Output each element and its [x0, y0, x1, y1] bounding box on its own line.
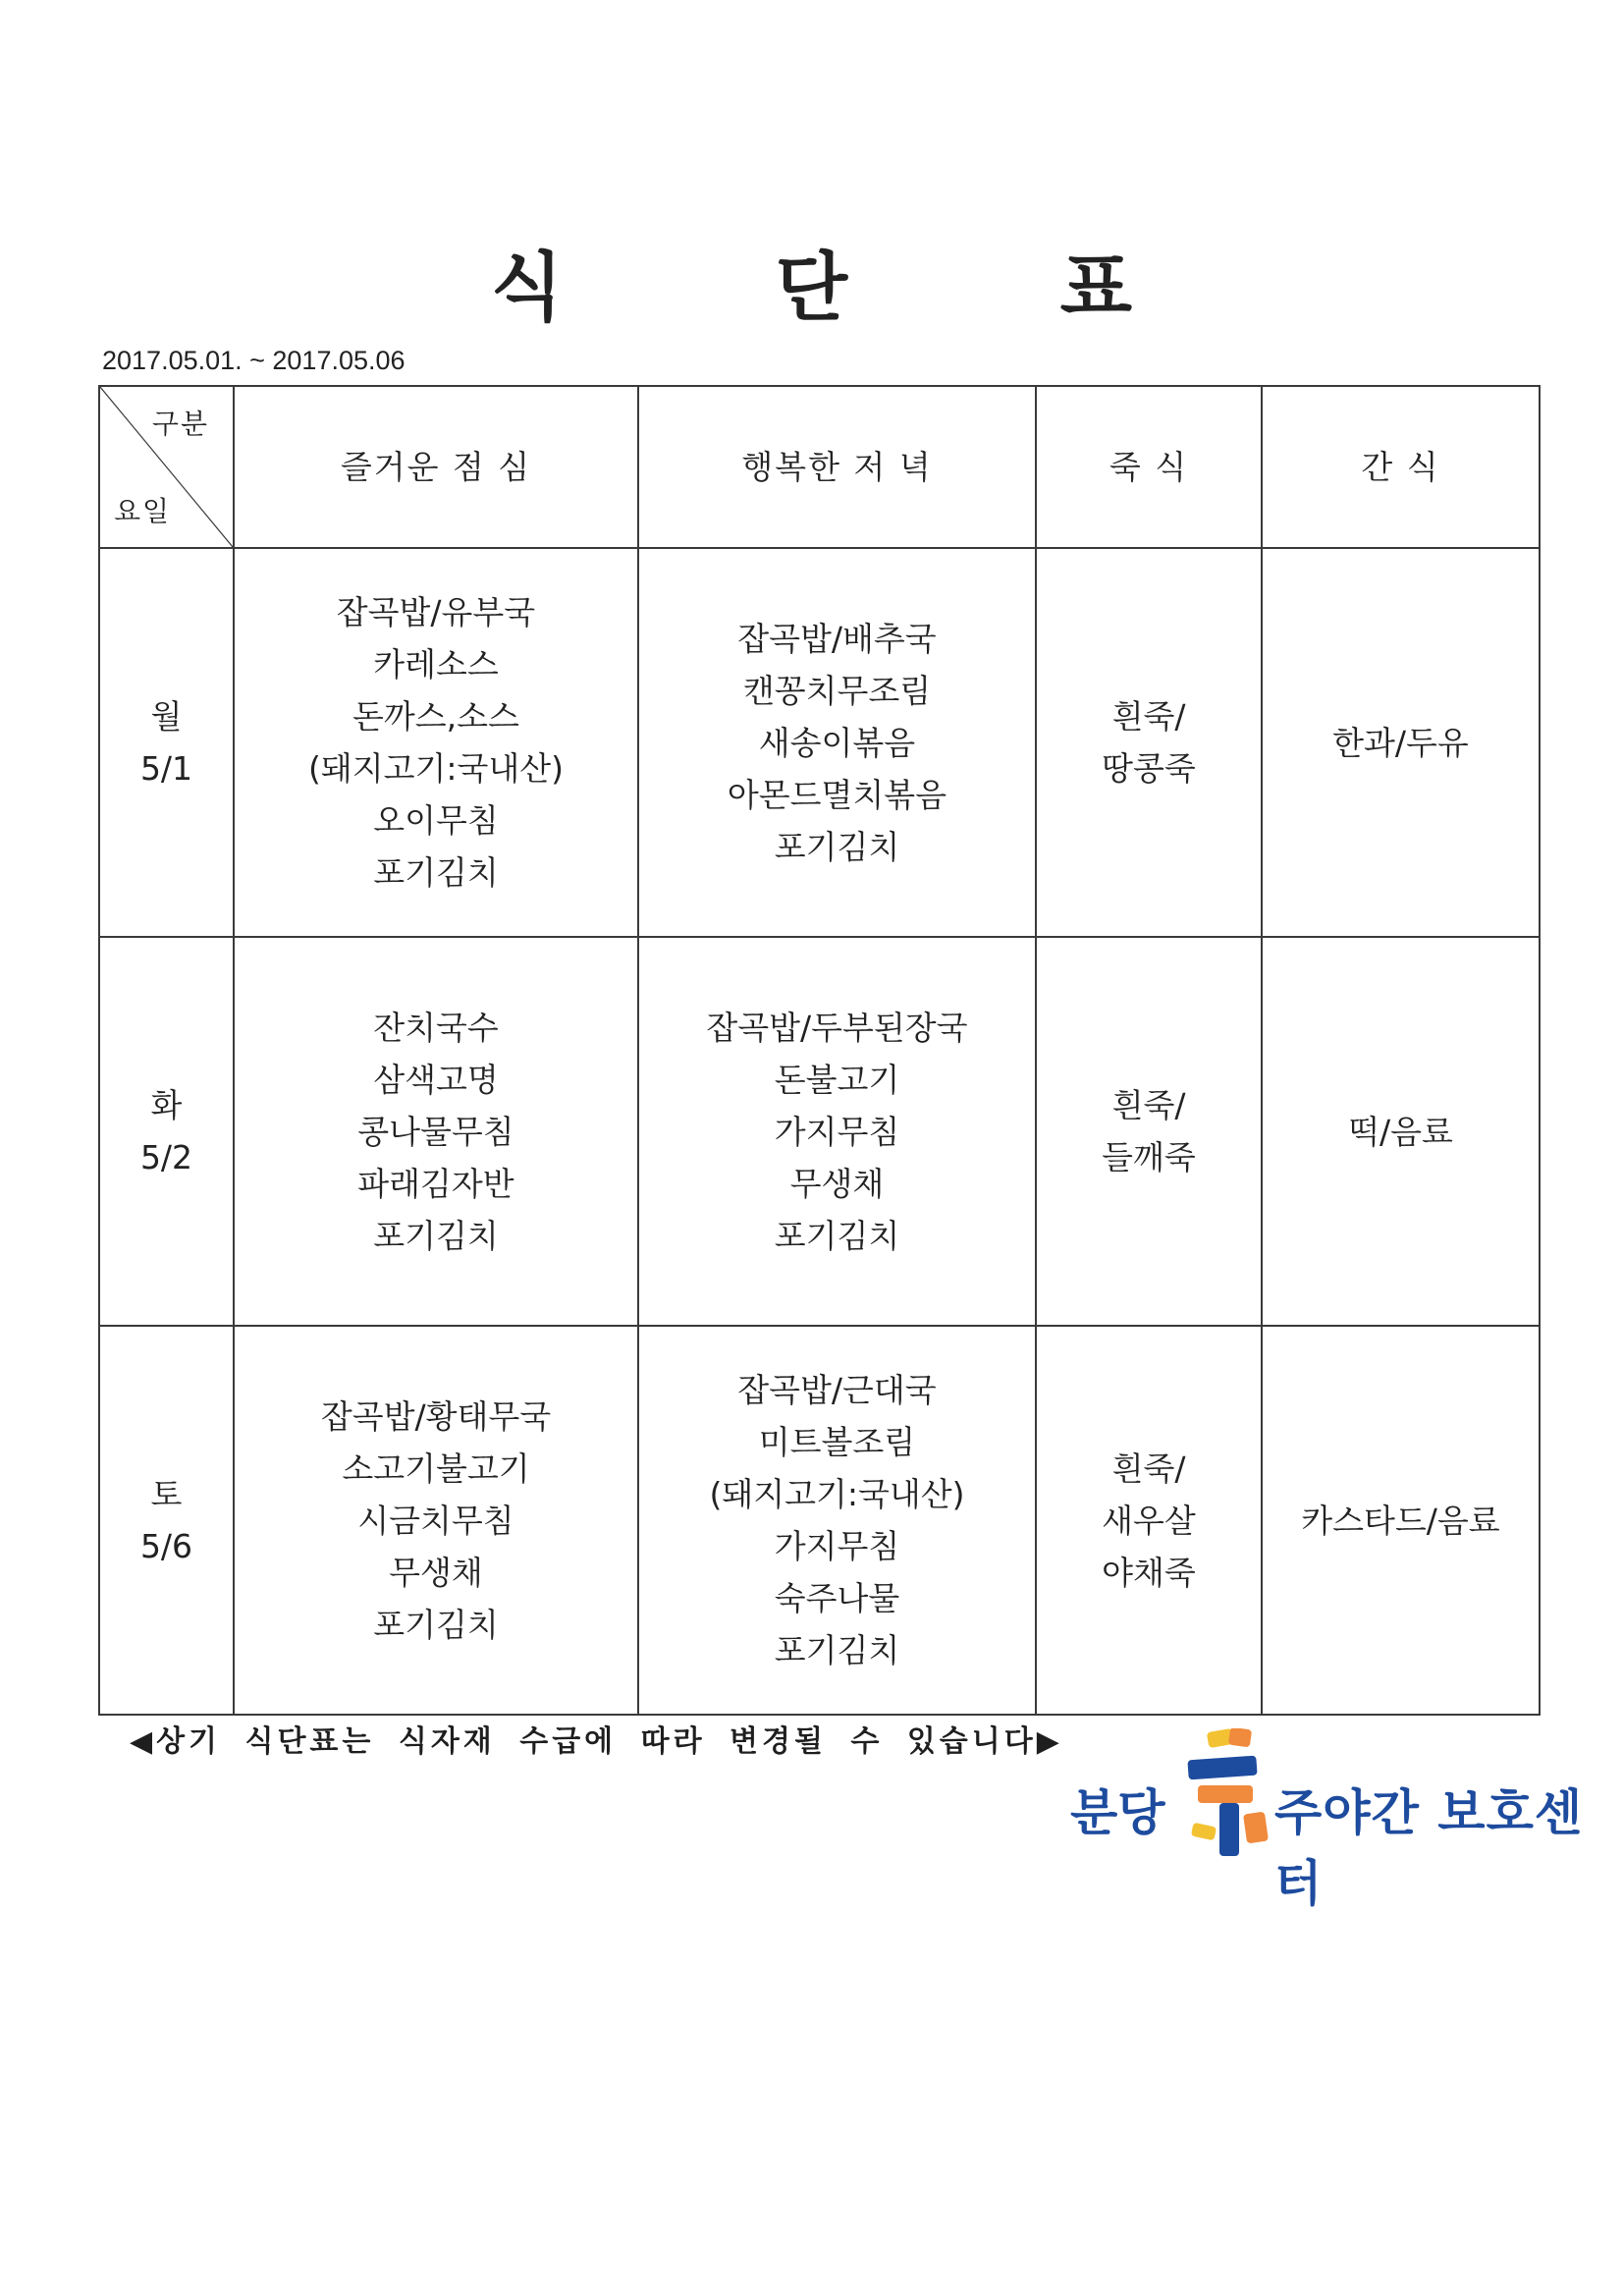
center-logo	[1070, 1728, 1591, 1912]
header-row	[99, 386, 1540, 548]
day-label: 화	[150, 1086, 183, 1124]
table-row	[99, 937, 1540, 1326]
corner-category-label: 구분	[151, 408, 209, 440]
snack-cell	[1262, 1326, 1540, 1715]
menu-item: 미트볼조림	[758, 1423, 916, 1461]
dinner-cell	[638, 548, 1036, 937]
day-cell	[99, 937, 234, 1326]
day-cell	[99, 1326, 234, 1715]
menu-item: 캔꽁치무조림	[742, 671, 932, 710]
day-cell	[99, 548, 234, 937]
date-label: 5/1	[139, 749, 193, 788]
menu-item: 카스타드/음료	[1301, 1501, 1500, 1540]
menu-item: 카레소스	[373, 645, 499, 683]
day-label: 월	[150, 697, 183, 736]
header-dinner: 행복한 저 녁	[638, 386, 1036, 548]
lunch-cell	[234, 548, 638, 937]
menu-item: (돼지고기:국내산)	[307, 749, 564, 788]
header-lunch: 즐거운 점 심	[234, 386, 638, 548]
menu-item: 떡/음료	[1348, 1112, 1453, 1151]
porridge-cell	[1036, 548, 1262, 937]
menu-item: 오이무침	[373, 801, 499, 840]
dinner-cell	[638, 937, 1036, 1326]
menu-item: 흰죽/	[1111, 1086, 1186, 1124]
date-label: 5/2	[139, 1138, 193, 1176]
menu-item: 포기김치	[373, 1605, 499, 1644]
menu-item: 잡곡밥/두부된장국	[706, 1008, 968, 1047]
date-range: 2017.05.01. ~ 2017.05.06	[102, 346, 406, 375]
notice-text: ◀상기 식단표는 식자재 수급에 따라 변경될 수 있습니다▶	[130, 1724, 1063, 1759]
menu-item: 포기김치	[774, 1216, 900, 1255]
menu-item: 흰죽/	[1111, 1449, 1186, 1488]
dinner-cell	[638, 1326, 1036, 1715]
menu-item: 포기김치	[373, 1216, 499, 1255]
menu-item: 포기김치	[373, 853, 499, 892]
menu-item: 돈불고기	[774, 1060, 900, 1099]
menu-item: 잡곡밥/근대국	[737, 1371, 937, 1409]
menu-item: 무생채	[389, 1553, 483, 1592]
menu-item: 돈까스,소스	[352, 697, 519, 736]
snack-cell	[1262, 548, 1540, 937]
corner-day-label: 요일	[114, 495, 172, 527]
menu-item: 파래김자반	[357, 1164, 514, 1203]
menu-item: 잔치국수	[373, 1008, 499, 1047]
snack-cell	[1262, 937, 1540, 1326]
logo-text-left: 분당	[1070, 1784, 1165, 1841]
porridge-cell	[1036, 937, 1262, 1326]
menu-item: 잡곡밥/황태무국	[320, 1396, 552, 1436]
menu-item: 포기김치	[774, 1631, 900, 1669]
menu-item: 아몬드멸치볶음	[727, 775, 947, 814]
menu-body	[99, 548, 1540, 1715]
day-label: 토	[150, 1475, 183, 1513]
menu-item: 들깨죽	[1102, 1138, 1196, 1176]
menu-item: 땅콩죽	[1102, 749, 1196, 788]
date-label: 5/6	[139, 1527, 193, 1565]
table-row	[99, 1326, 1540, 1715]
corner-cell	[99, 386, 234, 548]
menu-item: 잡곡밥/유부국	[336, 593, 536, 631]
porridge-cell	[1036, 1326, 1262, 1715]
menu-table	[98, 385, 1541, 1716]
menu-item: 가지무침	[774, 1527, 900, 1565]
logo-mark-icon	[1186, 1728, 1274, 1866]
menu-item: 흰죽/	[1111, 697, 1186, 736]
menu-item: 가지무침	[774, 1112, 900, 1151]
menu-item: 새우살	[1102, 1501, 1196, 1540]
menu-item: 무생채	[789, 1164, 885, 1203]
menu-item: 포기김치	[774, 827, 900, 866]
menu-item: 숙주나물	[774, 1579, 900, 1617]
lunch-cell	[234, 937, 638, 1326]
page-title: 식 단 표	[490, 244, 1226, 331]
menu-item: 새송이볶음	[758, 723, 916, 762]
header-snack: 간 식	[1262, 386, 1540, 548]
logo-text-right: 주야간 보호센터	[1274, 1784, 1584, 1912]
lunch-cell	[234, 1326, 638, 1715]
menu-item: (돼지고기:국내산)	[709, 1475, 965, 1513]
menu-item: 잡곡밥/배추국	[737, 619, 937, 658]
menu-item: 콩나물무침	[357, 1112, 514, 1151]
menu-item: 야채죽	[1102, 1553, 1196, 1592]
header-porridge: 죽 식	[1036, 386, 1262, 548]
menu-item: 삼색고명	[373, 1060, 499, 1099]
menu-item: 한과/두유	[1332, 723, 1469, 762]
menu-item: 시금치무침	[357, 1501, 514, 1540]
table-row	[99, 548, 1540, 937]
menu-item: 소고기불고기	[342, 1449, 530, 1488]
